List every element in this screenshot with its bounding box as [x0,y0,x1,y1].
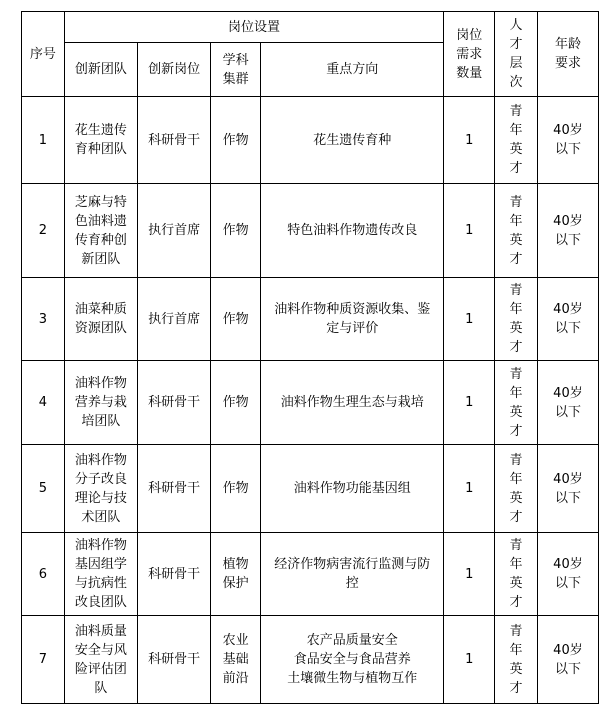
direction-line: 花生遗传育种 [313,132,392,148]
table-row [22,616,599,704]
cell-no: 1 [22,97,65,184]
cell-subject: 作物 [211,445,261,533]
cell-subject: 作物 [211,278,261,361]
direction-line: 油料作物功能基因组 [293,481,411,496]
cell-count: 1 [444,361,495,445]
cell-count: 1 [444,445,495,533]
header-seq: 序号 [22,12,65,97]
cell-team: 花生遗传育种团队 [64,97,137,184]
cell-count: 1 [444,97,495,184]
cell-no: 5 [22,445,65,533]
cell-count: 1 [444,278,495,361]
cell-team: 芝麻与特色油料遗传育种创新团队 [64,184,137,278]
cell-no: 6 [22,533,65,616]
cell-age: 40岁以下 [537,445,598,533]
cell-post: 科研骨干 [138,445,211,533]
direction-line: 油料作物生理生态与栽培 [280,395,424,410]
cell-age: 40岁以下 [537,616,598,704]
table-row [22,184,599,278]
direction-line: 农产品质量安全 [306,633,398,648]
cell-team: 油料作物分子改良理论与技术团队 [64,445,137,533]
cell-direction [261,184,444,278]
cell-subject: 作物 [211,361,261,445]
cell-count: 1 [444,616,495,704]
cell-age: 40岁以下 [537,97,598,184]
table-row [22,533,599,616]
cell-team: 油菜种质资源团队 [64,278,137,361]
cell-no: 3 [22,278,65,361]
cell-level: 青年英才 [495,184,538,278]
cell-no: 2 [22,184,65,278]
table-row [22,278,599,361]
cell-no: 4 [22,361,65,445]
cell-post: 科研骨干 [138,533,211,616]
cell-team: 油料作物营养与栽培团队 [64,361,137,445]
cell-team: 油料作物基因组学与抗病性改良团队 [64,533,137,616]
cell-subject: 植物保护 [211,533,261,616]
header-team: 创新团队 [64,43,137,97]
table-row [22,97,599,184]
cell-direction [261,445,444,533]
header-subject: 学科集群 [211,43,261,97]
header-position-setup: 岗位设置 [64,12,444,43]
cell-level: 青年英才 [495,445,538,533]
cell-post: 科研骨干 [138,361,211,445]
cell-subject: 作物 [211,184,261,278]
table-row [22,445,599,533]
cell-post: 执行首席 [138,278,211,361]
cell-post: 科研骨干 [138,616,211,704]
cell-post: 科研骨干 [138,97,211,184]
direction-line: 食品安全与食品营养 [293,652,411,667]
cell-direction [261,97,444,184]
cell-team: 油料质量安全与风险评估团队 [64,616,137,704]
cell-no: 7 [22,616,65,704]
header-post: 创新岗位 [138,43,211,97]
cell-direction [261,616,444,704]
cell-level: 青年英才 [495,361,538,445]
header-talent-level: 人才层次 [495,12,538,97]
direction-line: 油料作物种质资源收集、鉴定与评价 [274,302,431,336]
header-age-req: 年龄要求 [537,12,598,97]
cell-direction [261,533,444,616]
cell-level: 青年英才 [495,97,538,184]
cell-post: 执行首席 [138,184,211,278]
cell-subject: 农业基础前沿 [211,616,261,704]
cell-level: 青年英才 [495,533,538,616]
cell-age: 40岁以下 [537,184,598,278]
cell-direction [261,278,444,361]
header-direction: 重点方向 [261,43,444,97]
recruitment-table [21,11,599,704]
cell-age: 40岁以下 [537,533,598,616]
cell-count: 1 [444,184,495,278]
cell-age: 40岁以下 [537,361,598,445]
cell-count: 1 [444,533,495,616]
cell-level: 青年英才 [495,278,538,361]
cell-level: 青年英才 [495,616,538,704]
direction-line: 特色油料作物遗传改良 [287,223,418,238]
direction-line: 经济作物病害流行监测与防控 [274,557,431,591]
table-row [22,361,599,445]
direction-line: 土壤微生物与植物互作 [287,671,418,686]
cell-subject: 作物 [211,97,261,184]
cell-direction [261,361,444,445]
cell-age: 40岁以下 [537,278,598,361]
header-demand: 岗位需求数量 [444,12,495,97]
